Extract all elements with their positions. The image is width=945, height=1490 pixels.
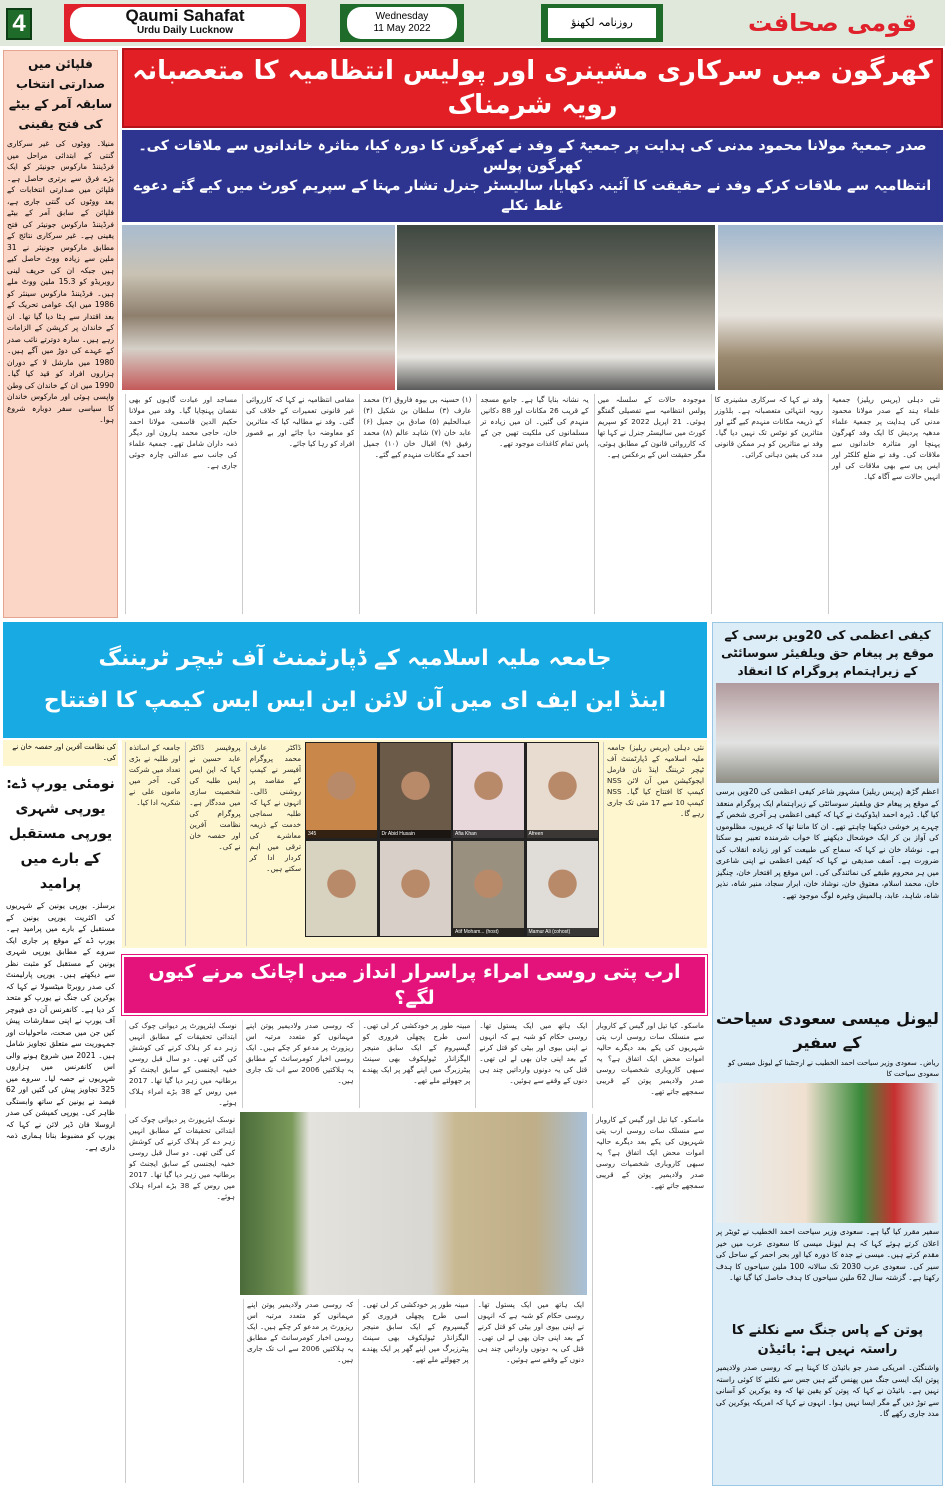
article-column: مبینہ طور پر خودکشی کر لی تھی۔ اسی طرح پچھلی فروری کو گیسپروم کے ایک سابق منیجر الیگزانڈر ٹیولیکوف بھی سینٹ پیٹرزبرگ میں اپنے گھر پر ایک پھندے پر جھولتے ملے تھے۔ xyxy=(359,1020,471,1108)
europe-body: برسلز۔ یورپی یونین کے شہریوں کی اکثریت یورپی یونین کے مستقبل کے بارے میں پرامید ہے۔ یورپ ڈے کے موقع پر جاری ایک سروے کے مطابق یورپی شہری یونین کے مستقبل کو مثبت نظر سے دیکھتے ہیں۔ یورپی پارلیمنٹ کی صدر روبرٹا میٹسولا نے کہا کہ یوکرین کی جنگ نے یورپ کو متحد کر دیا ہے۔ کانفرنس آن دی فیوچر آف یورپ نے اپنی سفارشات پیش کیں جن میں صحت، ماحولیات اور جمہوریت سے متعلق تجاویز شامل ہیں۔ 2021 میں شروع ہونے والی اس کانفرنس میں ہزاروں شہریوں نے حصہ لیا۔ سروے میں 325 تجاویز پیش کی گئیں اور 62 فیصد نے یونین کے ساتھ وابستگی ظاہر کی۔ یورپی کمیشن کی صدر اروسلا فان ڈیر لائن نے کہا کہ یورپ کو مضبوط بنانا ہماری ذمہ داری ہے۔ xyxy=(6,901,115,1152)
article-column: مقامی انتظامیہ نے کہا کہ کارروائی غیر قانونی تعمیرات کے خلاف کی گئی۔ وفد نے مطالبہ کیا کہ متاثرین کو معاوضہ دیا جائے اور بے قصور افراد کو رہا کیا جائے۔ xyxy=(242,394,354,614)
jamia-continuation: کی نظامت آفرین اور حفصہ خان نے کی۔ xyxy=(3,740,118,766)
article-column: وفد نے کہا کہ سرکاری مشینری کا رویہ انتہائی متعصبانہ ہے۔ بلڈوزر کے ذریعہ مکانات منہدم کیے گئے اور متاثرین کو نوٹس تک نہیں دیا گیا۔ وفد نے متاثرین کو ہر ممکن قانونی مدد کی یقین دہانی کرائی۔ xyxy=(711,394,823,614)
messi-headline: لیونل میسی سعودی سیاحت کے سفیر xyxy=(716,1009,939,1052)
weekday: Wednesday xyxy=(375,11,429,22)
kaifi-headline: کیفی اعظمی کی 20ویں برسی کے موقع پر پیغام حق ویلفیئر سوسائٹی کے زیراہتمام پروگرام کا انعقاد xyxy=(721,628,934,678)
masthead-bar xyxy=(0,0,945,46)
brand-logo xyxy=(64,4,306,42)
page-number: 4 xyxy=(6,8,32,40)
participant-name: Mamur Ali (cohost) xyxy=(527,928,598,936)
article-column: نئی دہلی (پریس ریلیز) جمعیۃ علماء ہند کے صدر مولانا محمود مدنی کی ہدایت پر جمعیۃ علماء مدھیہ پردیش کا ایک وفد کھرگون پہنچا اور متاثرہ خاندانوں سے ملاقات کی۔ وفد نے ضلع کلکٹر اور ایس پی سے بھی ملاقات کی اور انہیں حالات سے آگاہ کیا۔ xyxy=(828,394,940,614)
lead-headline: کھرگون میں سرکاری مشینری اور پولیس انتظامیہ کا متعصبانہ رویہ شرمناک xyxy=(132,56,933,120)
article-column: ایک ہاتھ میں ایک پستول تھا۔ روسی حکام کو شبہ ہے کہ انہوں نے اپنی بیوی اور بیٹی کو قتل کرنے کے بعد اپنی جان بھی لے لی تھی۔ قتل کی یہ دونوں وارداتیں چند ہی دنوں کے وقفے سے ہوئیں۔ xyxy=(474,1299,584,1483)
europe-headline: نومئی یورپ ڈے: یورپی شہری یورپی مستقبل کے بارے میں پرامید xyxy=(6,776,115,892)
demolished-house-photo xyxy=(718,225,943,390)
masthead-urdu: قومی صحافت xyxy=(748,9,917,37)
oligarchs-body-left xyxy=(122,1112,238,1485)
online-meeting-screenshot xyxy=(305,742,599,937)
article-column: ماسکو۔ کیا تیل اور گیس کے کاروبار سے منسلک سات روسی ارب پتی شہریوں کی یکے بعد دیگرے حالیہ اموات محض ایک اتفاق ہے؟ یہ سبھی کاروباری شخصیات روسی صدر ولادیمیر پوتن کے قریبی سمجھے جاتے تھے۔ xyxy=(592,1114,704,1483)
lead-subheadline xyxy=(122,130,943,222)
oligarchs-headline: ارب پتی روسی امراء پراسرار انداز میں اچانک مرنے کیوں لگے؟ xyxy=(148,961,681,1009)
participant-tile xyxy=(305,840,378,937)
khargone-delegation-photo xyxy=(122,225,395,390)
messi-body: سفیر مقرر کیا گیا ہے۔ سعودی وزیر سیاحت احمد الخطیب نے ٹویٹر پر اعلان کرتے ہوئے کہا کہ ہم لیونل میسی کا سعودی عرب میں خیر مقدم کرتے ہیں۔ میسی نے جدہ کا دورہ کیا اور بحر احمر کے ساحل کی سیر کی۔ سعودی عرب 2030 تک سالانہ 100 ملین سیاحوں کا ہدف رکھتا ہے۔ گزشتہ سال 62 ملین سیاحوں کا ہدف حاصل کیا گیا تھا۔ xyxy=(716,1227,939,1282)
jamia-headline-line1: جامعہ ملیہ اسلامیہ کے ڈپارٹمنٹ آف ٹیچر ٹریننگ xyxy=(98,646,612,671)
oligarchs-body-top xyxy=(122,1018,707,1110)
participant-tile xyxy=(452,742,525,839)
right-sidebar xyxy=(712,622,943,1486)
participant-name: Afreen xyxy=(527,830,598,838)
article-column: یہ نشانہ بنایا گیا ہے۔ جامع مسجد کے قریب 26 مکانات اور 88 دکانیں منہدم کی گئیں۔ ان میں زیادہ تر مسلمانوں کی ملکیت تھیں جن کے پاس تمام کاغذات موجود تھے۔ xyxy=(476,394,588,614)
oligarchs-body-right xyxy=(589,1112,707,1485)
participant-tile xyxy=(526,840,599,937)
article-column: (۱) حسینہ بی بیوہ فاروق (۲) محمد عارف (۳) سلطان بن شکیل (۴) عبدالحلیم (۵) صادق بن جمیل (۶) عابد خان (۷) شاہد عالم (۸) محمد رفیق (۹) اقبال خان (۱۰) جمیل احمد کے مکانات منہدم کیے گئے۔ xyxy=(359,394,471,614)
article-column: ڈاکٹر عارف محمد پروگرام آفیسر نے کیمپ کے مقاصد پر روشنی ڈالی۔ انہوں نے کہا کہ طلبہ سماجی خدمت کے ذریعہ معاشرے کی ترقی میں اہم کردار ادا کر سکتے ہیں۔ xyxy=(246,742,301,946)
article-column: پروفیسر ڈاکٹر عابد حسین نے کہا کہ این ایس ایس طلبہ کی شخصیت سازی میں مددگار ہے۔ پروگرام کی نظامت آفرین اور حفصہ خان نے کی۔ xyxy=(185,742,240,946)
lead-headline-box xyxy=(122,48,943,128)
kaifi-event-photo xyxy=(716,683,939,783)
lead-subheadline-line1: صدر جمعیۃ مولانا محمود مدنی کی ہدایت پر جمعیۃ کے وفد نے کھرگون کا دورہ کیا، متاثرہ خاندانوں سے ملاقات کی۔ کھرگون پولس xyxy=(138,138,927,174)
messi-photo xyxy=(716,1083,939,1223)
oligarchs-headline-box xyxy=(122,955,707,1015)
lead-article-body xyxy=(122,392,943,616)
date: 11 May 2022 xyxy=(373,23,431,34)
jamia-body-right xyxy=(600,740,707,948)
article-column: ایک ہاتھ میں ایک پستول تھا۔ روسی حکام کو شبہ ہے کہ انہوں نے اپنی بیوی اور بیٹی کو قتل کرنے کے بعد اپنی جان بھی لے لی تھی۔ قتل کی یہ دونوں وارداتیں چند ہی دنوں کے وقفے سے ہوئیں۔ xyxy=(475,1020,587,1108)
participant-tile xyxy=(379,742,452,839)
messi-intro: ریاض۔ سعودی وزیر سیاحت احمد الخطیب نے ارجنٹینا کے لیونل میسی کو سعودی سیاحت کا xyxy=(728,1059,939,1078)
participant-name: Atif Moham... (host) xyxy=(453,928,524,936)
brand-title: Qaumi Sahafat xyxy=(125,6,245,25)
lead-subheadline-line2: انتظامیہ سے ملاقات کرکے وفد نے حقیقت کا آئینہ دکھایا، سالیسٹر جنرل تشار مہتا کے سپریم کورٹ میں کیے گئے دعوے غلط نکلے xyxy=(133,178,932,214)
article-column: جامعہ کے اساتذہ اور طلبہ نے بڑی تعداد میں شرکت کی۔ آخر میں ماموں علی نے شکریہ ادا کیا۔ xyxy=(125,742,180,946)
biden-body: واشنگٹن۔ امریکی صدر جو بائیڈن کا کہنا ہے کہ روسی صدر ولادیمیر پوتن ایک ایسی جنگ میں پھنس گئے ہیں جس سے نکلنے کا کوئی راستہ نہیں ہے۔ بائیڈن نے کہا کہ پوتن کو یقین تھا کہ وہ یوکرین کو آسانی سے توڑ دیں گے مگر ایسا نہیں ہوا۔ انہوں نے کہا کہ امریکہ یوکرین کی مدد جاری رکھے گا۔ xyxy=(716,1363,939,1418)
biden-headline: پوتن کے پاس جنگ سے نکلنے کا راستہ نہیں ہے: بائیڈن xyxy=(731,1323,924,1357)
article-column: نئی دہلی (پریس ریلیز) جامعہ ملیہ اسلامیہ کے ڈپارٹمنٹ آف ٹیچر ٹریننگ اینڈ نان فارمل ایجوکیشن میں آن لائن NSS کیمپ کا افتتاح کیا گیا۔ NSS کیمپ 10 سے 17 مئی تک جاری رہے گا۔ xyxy=(603,742,704,946)
jamia-body-left xyxy=(122,740,304,948)
participant-tile xyxy=(305,742,378,839)
jamia-article xyxy=(122,740,707,948)
oligarchs-body-bottom xyxy=(240,1297,587,1485)
demolished-building-photo xyxy=(397,225,715,390)
philippines-headline: فلپائن میں صدارتی انتخاب سابقہ آمر کے بیٹے کی فتح یقینی xyxy=(8,57,113,131)
article-column: نوسک ایئرپورٹ پر دیوانی چوک کی ابتدائی تحقیقات کے مطابق انہیں زہر دے کر ہلاک کرنے کی کوشش کی گئی تھی۔ دو سال قبل روسی خفیہ ایجنسی کے سابق ایجنٹ کو برطانیہ میں زہر دیا گیا تھا۔ 2017 میں روس کے 38 بڑے امراء ہلاک ہوئے۔ xyxy=(125,1020,237,1108)
article-column: کہ روسی صدر ولادیمیر پوتن اپنے مہمانوں کو متعدد مرتبہ اس ریزورٹ پر مدعو کر چکے ہیں۔ ایک روسی اخبار کومرسانٹ کے مطابق یہ ہلاکتیں 2006 سے اب تک جاری ہیں۔ xyxy=(242,1020,354,1108)
article-column: کہ روسی صدر ولادیمیر پوتن اپنے مہمانوں کو متعدد مرتبہ اس ریزورٹ پر مدعو کر چکے ہیں۔ ایک روسی اخبار کومرسانٹ کے مطابق یہ ہلاکتیں 2006 سے اب تک جاری ہیں۔ xyxy=(243,1299,353,1483)
roznama-label: روزنامہ لکھنؤ xyxy=(548,8,656,38)
jamia-headline-line2: اینڈ این ایف ای میں آن لائن این ایس ایس کیمپ کا افتتاح xyxy=(43,688,667,713)
jamia-headline-box xyxy=(3,622,707,738)
article-column: ماسکو۔ کیا تیل اور گیس کے کاروبار سے منسلک سات روسی ارب پتی شہریوں کی یکے بعد دیگرے حالیہ اموات محض ایک اتفاق ہے؟ یہ سبھی کاروباری شخصیات روسی صدر ولادیمیر پوتن کے قریبی سمجھے جاتے تھے۔ xyxy=(592,1020,704,1108)
brand-subtitle: Urdu Daily Lucknow xyxy=(136,25,234,36)
date-box xyxy=(340,4,464,42)
participant-name: Dr Abid Husain xyxy=(380,830,451,838)
europe-story xyxy=(3,740,118,1485)
article-column: موجودہ حالات کے سلسلہ میں پولس انتظامیہ سے تفصیلی گفتگو ہوئی۔ 21 اپریل 2022 کو سپریم کورٹ میں سالیسٹر جنرل نے کہا تھا کہ کارروائی قانون کے مطابق ہوئی، مگر حقیقت اس کے برعکس ہے۔ xyxy=(594,394,706,614)
article-column: مبینہ طور پر خودکشی کر لی تھی۔ اسی طرح پچھلی فروری کو گیسپروم کے ایک سابق منیجر الیگزانڈر ٹیولیکوف بھی سینٹ پیٹرزبرگ میں اپنے گھر پر ایک پھندے پر جھولتے ملے تھے۔ xyxy=(358,1299,468,1483)
mansion-photo xyxy=(240,1112,587,1295)
article-column: مساجد اور عبادت گاہوں کو بھی نقصان پہنچایا گیا۔ وفد میں مولانا حکیم الدین قاسمی، مولانا احمد خان، حاجی محمد ہارون اور دیگر ذمہ داران شامل تھے۔ جمعیۃ علماء کی جانب سے عدالتی چارہ جوئی جاری ہے۔ xyxy=(125,394,237,614)
article-column: نوسک ایئرپورٹ پر دیوانی چوک کی ابتدائی تحقیقات کے مطابق انہیں زہر دے کر ہلاک کرنے کی کوشش کی گئی تھی۔ دو سال قبل روسی خفیہ ایجنسی کے سابق ایجنٹ کو برطانیہ میں زہر دیا گیا تھا۔ 2017 میں روس کے 38 بڑے امراء ہلاک ہوئے۔ xyxy=(125,1114,235,1483)
philippines-body: منیلا۔ ووٹوں کی غیر سرکاری گنتی کے ابتدائی مراحل میں فرڈیننڈ مارکوس جونیئر کو ایک بڑے فرق سے برتری حاصل ہے۔ فلپائن میں صدارتی انتخابات کے بعد ووٹوں کی گنتی جاری ہے، فلپائن کے سابق آمر کے بیٹے فرڈیننڈ مارکوس جونیئر کی فتح یقینی ہے۔ غیر سرکاری نتائج کے مطابق مارکوس جونیئر نے 31 ملین سے زیادہ ووٹ حاصل کیے ہیں جبکہ ان کی حریف لینی روبریڈو کو 15.3 ملین ووٹ ملے ہیں۔ فرڈیننڈ مارکوس سینئر کو 1986 میں ایک عوامی تحریک کے بعد اقتدار سے ہٹا دیا گیا تھا۔ ان کے خاندان پر کرپشن کے الزامات رہے ہیں۔ سارہ دوترتے نائب صدر کے عہدے کی دوڑ میں آگے ہیں۔ 1980 میں مارشل لا کے دوران ہزاروں افراد کو قید کیا گیا۔ 1990 میں ان کے خاندان کی وطن واپسی ہوئی اور مارکوس خاندان کا سیاسی سفر دوبارہ شروع ہوا۔ xyxy=(7,139,114,424)
participant-tile xyxy=(526,742,599,839)
participant-tile xyxy=(379,840,452,937)
philippines-story xyxy=(3,50,118,618)
kaifi-body: اعظم گڑھ (پریس ریلیز) مشہور شاعر کیفی اعظمی کی 20ویں برسی کے موقع پر پیغام حق ویلفیئر سوسائٹی کے زیراہتمام ایک پروگرام منعقد کیا گیا۔ ڈیرہ احمد ایڈوکیٹ نے کہا کہ کیفی اعظمی ہر آخری شخص کے چہرے پر خوشی دیکھنا چاہتے تھے۔ ان کا ماننا تھا کہ غریبوں، مظلوموں کی آواز بن کر ایک خوشحال دیکھنے کا خواب شرمندہ تعبیر ہو سکتا ہے۔ نوشاد خان نے کہا کہ سماج کی طبیعت کو اور زیادہ انقلاب کی ضرورت ہے۔ آصف صدیقی نے کہا کہ کیفی اعظمی نے اپنی شاعری میں ہر محروم طبقے کی نمائندگی کی۔ اس موقع پر افتخار خان، چنگیز خان، محمد اسلام، معتوق خان، نوشاد خان، ابرار سجاد، منیر شاہ، نذیر شاہ، شاہد، عابد، ہالمیش وغیرہ لوگ موجود تھے۔ xyxy=(716,787,939,900)
participant-name: 345 xyxy=(306,830,377,838)
participant-name: Afia Khan xyxy=(453,830,524,838)
roznama-box xyxy=(541,4,663,42)
participant-tile xyxy=(452,840,525,937)
